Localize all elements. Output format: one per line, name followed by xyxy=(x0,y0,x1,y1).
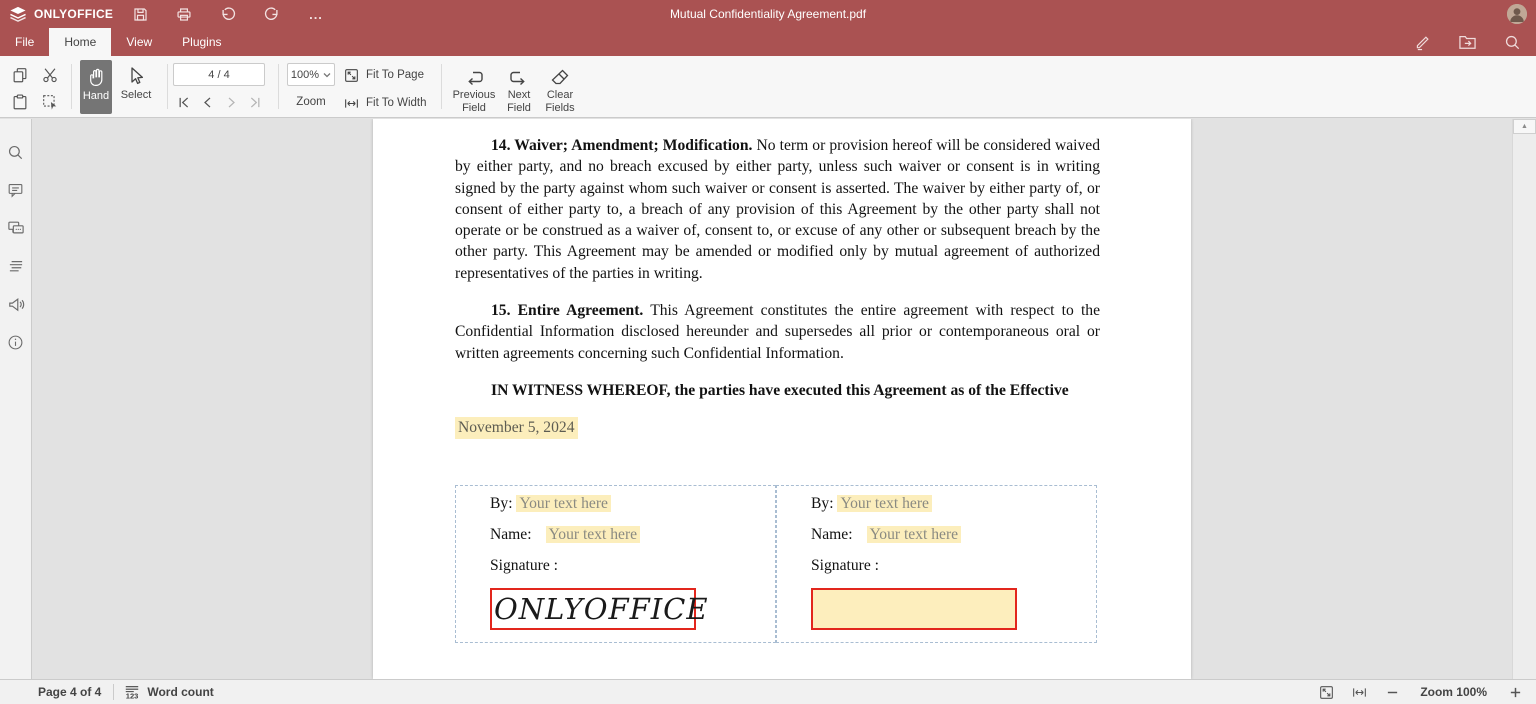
user-avatar[interactable] xyxy=(1507,4,1527,24)
scroll-up-button[interactable]: ▲ xyxy=(1513,119,1536,134)
select-tool-label: Select xyxy=(120,89,152,101)
previous-field-button[interactable] xyxy=(450,60,498,116)
status-bar xyxy=(0,679,1536,704)
previous-field-label: Previous Field xyxy=(452,89,496,114)
tab-view[interactable]: View xyxy=(126,35,153,49)
svg-text:123: 123 xyxy=(126,691,139,700)
edit-pdf-icon[interactable] xyxy=(1412,32,1432,52)
fit-to-width-icon[interactable] xyxy=(1350,683,1368,701)
paragraph-15: 15. Entire Agreement. This Agreement constitutes the entire agreement with respect to the Confidential Information disclosed hereunder and supersedes all prior or contemporaneous oral or written agreements concerning such Confidential Information. xyxy=(455,302,1100,362)
about-icon[interactable] xyxy=(6,332,26,352)
hand-tool-label: Hand xyxy=(82,90,110,102)
paragraph-15-heading: 15. Entire Agreement. xyxy=(491,302,644,320)
by-label: By: xyxy=(490,494,513,512)
more-actions-button[interactable]: ... xyxy=(309,6,323,22)
word-count-button[interactable] xyxy=(124,684,213,700)
effective-date-field[interactable]: November 5, 2024 xyxy=(455,417,578,438)
title-bar xyxy=(0,0,1536,28)
zoom-level-indicator: Zoom 100% xyxy=(1420,685,1487,699)
paragraph-14: 14. Waiver; Amendment; Modification. No term or provision hereof will be considered waived by either party, and no breach excused by either party, unless such waiver or consent is in writing signed by the party against whom such waiver or consent is asserted. The waiver by either party of, or consent of either party to, a breach of any provision of this Agreement by the other party shall not operate or be construed as a waiver of, consent to, or excuse of any other or subsequent breach by the other party. This Agreement may be amended or modified only by mutual agreement of authorized representatives of the parties in writing. xyxy=(455,137,1100,282)
hand-icon xyxy=(87,66,106,87)
tab-file[interactable]: File xyxy=(15,35,35,49)
left-sidebar xyxy=(0,119,32,679)
redo-button[interactable] xyxy=(262,4,282,24)
by-text-field[interactable]: Your text here xyxy=(516,495,611,512)
search-icon[interactable] xyxy=(1502,32,1522,52)
next-field-label: Next Field xyxy=(507,89,531,114)
by-label: By: xyxy=(811,494,834,512)
zoom-dropdown[interactable] xyxy=(287,63,335,86)
onlyoffice-logo-icon xyxy=(9,6,27,22)
app-logo-text: ONLYOFFICE xyxy=(34,7,114,21)
clear-fields-label: Clear Fields xyxy=(545,89,575,114)
signature-cell-left xyxy=(455,485,776,644)
zoom-group-label: Zoom xyxy=(296,96,326,108)
signature-label: Signature : xyxy=(490,557,558,575)
search-icon[interactable] xyxy=(6,142,26,162)
headings-icon[interactable] xyxy=(6,256,26,276)
last-page-button[interactable] xyxy=(246,93,264,111)
previous-field-icon xyxy=(463,66,485,86)
page-number-input[interactable] xyxy=(173,63,265,86)
cursor-icon xyxy=(127,66,145,86)
by-text-field[interactable]: Your text here xyxy=(837,495,932,512)
signature-field-empty[interactable] xyxy=(811,588,1017,630)
previous-page-button[interactable] xyxy=(198,93,216,111)
cut-button[interactable] xyxy=(38,63,62,87)
select-area-button[interactable] xyxy=(38,90,62,114)
fit-to-page-icon[interactable] xyxy=(1317,683,1335,701)
next-field-button[interactable] xyxy=(500,60,538,116)
signature-image-text: ONLYOFFICE xyxy=(494,591,709,626)
tab-home[interactable]: Home xyxy=(49,28,111,56)
first-page-button[interactable] xyxy=(174,93,192,111)
feedback-icon[interactable] xyxy=(6,294,26,314)
open-file-location-icon[interactable] xyxy=(1457,32,1477,52)
pdf-page xyxy=(373,119,1191,679)
witness-clause: IN WITNESS WHEREOF, the parties have executed this Agreement as of the Effective xyxy=(491,381,1069,399)
signature-table xyxy=(455,485,1098,644)
name-label: Name: xyxy=(811,525,853,543)
word-count-icon xyxy=(124,684,140,700)
name-text-field[interactable]: Your text here xyxy=(546,526,641,543)
document-viewport[interactable] xyxy=(33,119,1536,679)
print-button[interactable] xyxy=(174,4,194,24)
comments-icon[interactable] xyxy=(6,180,26,200)
ribbon-toolbar xyxy=(0,56,1536,118)
clear-fields-button[interactable] xyxy=(540,60,580,116)
hand-tool-button[interactable] xyxy=(80,60,112,114)
zoom-value: 100% xyxy=(290,68,320,81)
signature-field-signed[interactable] xyxy=(490,588,709,630)
main-area xyxy=(0,119,1536,679)
fit-to-page-label: Fit To Page xyxy=(366,69,424,81)
next-page-button[interactable] xyxy=(222,93,240,111)
fit-to-width-button[interactable] xyxy=(344,93,427,113)
zoom-out-button[interactable] xyxy=(1383,683,1401,701)
save-button[interactable] xyxy=(130,4,150,24)
paragraph-14-heading: 14. Waiver; Amendment; Modification. xyxy=(491,137,753,154)
zoom-in-button[interactable] xyxy=(1506,683,1524,701)
app-logo xyxy=(0,6,113,22)
clear-fields-icon xyxy=(550,66,570,86)
fit-to-width-icon xyxy=(344,96,359,111)
document-title: Mutual Confidentiality Agreement.pdf xyxy=(669,7,867,21)
fit-to-width-label: Fit To Width xyxy=(366,97,427,109)
select-tool-button[interactable] xyxy=(114,60,158,114)
name-label: Name: xyxy=(490,525,532,543)
fit-to-page-button[interactable] xyxy=(344,65,424,85)
signature-cell-right xyxy=(776,485,1097,644)
signature-label: Signature : xyxy=(811,557,879,575)
vertical-scrollbar[interactable] xyxy=(1512,119,1536,679)
chevron-down-icon xyxy=(323,72,331,78)
copy-button[interactable] xyxy=(8,63,32,87)
undo-button[interactable] xyxy=(218,4,238,24)
name-text-field[interactable]: Your text here xyxy=(867,526,962,543)
paste-button[interactable] xyxy=(8,90,32,114)
chat-icon[interactable] xyxy=(6,218,26,238)
page-indicator[interactable]: Page 4 of 4 xyxy=(38,685,102,699)
menu-tab-bar xyxy=(0,28,1536,56)
fit-to-page-icon xyxy=(344,68,359,83)
tab-plugins[interactable]: Plugins xyxy=(182,35,222,49)
next-field-icon xyxy=(508,66,530,86)
word-count-label: Word count xyxy=(147,685,214,699)
